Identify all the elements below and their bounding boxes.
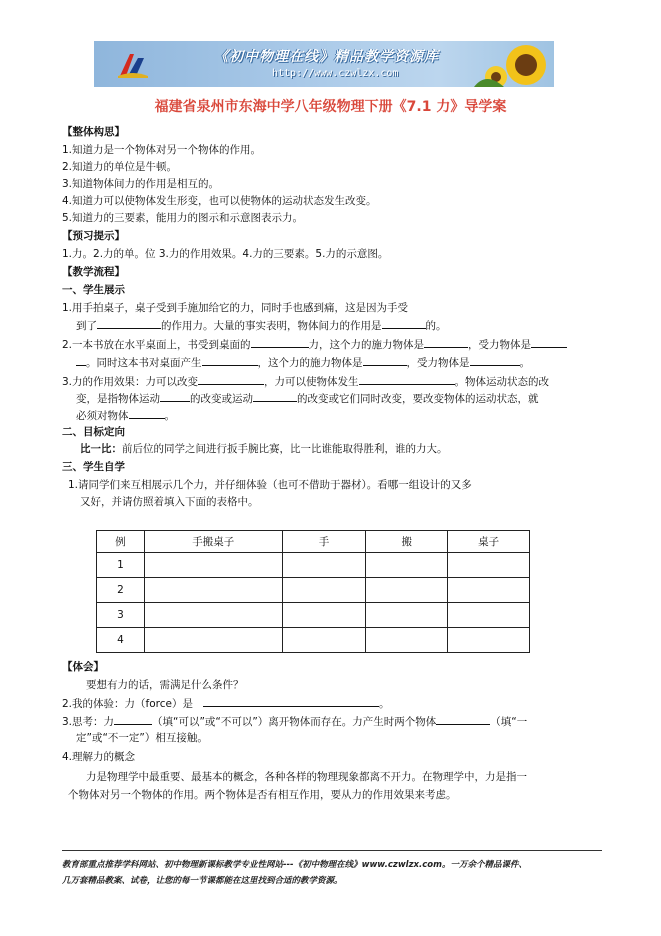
overall-item-3: 3.知道物体间力的作用是相互的。 <box>62 178 220 190</box>
section-heading-preview: 【预习提示】 <box>62 230 125 242</box>
part1-q3-text-d: 变，是指物体运动 <box>76 393 160 405</box>
table-cell[interactable] <box>144 603 282 628</box>
table-header-cell: 例 <box>97 531 145 553</box>
table-cell[interactable] <box>366 578 448 603</box>
part2-text <box>80 442 448 456</box>
feel-paragraph-line1: 力是物理学中最重要、最基本的概念，各种各样的物理现象都离不开力。在物理学中，力是指一 <box>86 771 527 783</box>
part1-q3-text-b: ，力可以使物体发生 <box>264 376 359 388</box>
table-row <box>97 578 530 603</box>
feel-q3-line2: 定”或“不一定”）相互接触。 <box>76 732 208 744</box>
q2-blank-1[interactable] <box>251 337 309 348</box>
overall-item-1: 1.知道力是一个物体对另一个物体的作用。 <box>62 144 262 156</box>
table-cell[interactable] <box>282 603 366 628</box>
q3-blank-3[interactable] <box>160 391 190 402</box>
table-cell[interactable] <box>282 628 366 653</box>
sunflower-icon <box>474 41 554 87</box>
feel-q2-text-a: 2.我的体验：力（force）是 <box>62 698 193 710</box>
table-header-cell: 手 <box>282 531 366 553</box>
section-heading-overall: 【整体构思】 <box>62 126 125 138</box>
table-cell[interactable] <box>448 578 530 603</box>
q3-blank-2[interactable] <box>359 374 455 385</box>
table-row <box>97 553 530 578</box>
part1-q3-text-g: 必须对物体 <box>76 410 129 422</box>
q1-blank-1[interactable] <box>97 318 161 329</box>
part1-heading: 一、学生展示 <box>62 284 125 296</box>
q2-blank-3[interactable] <box>531 337 567 348</box>
table-cell[interactable] <box>282 578 366 603</box>
feel-q2-blank[interactable] <box>203 696 379 707</box>
part1-q3-text-e: 的改变或运动 <box>190 393 253 405</box>
overall-item-2: 2.知道力的单位是牛顿。 <box>62 161 178 173</box>
footer-divider <box>62 850 602 851</box>
table-cell[interactable] <box>144 628 282 653</box>
table-row <box>97 628 530 653</box>
overall-item-4: 4.知道力可以使物体发生形变，也可以使物体的运动状态发生改变。 <box>62 195 377 207</box>
part1-q2-text-e: ，这个力的施力物体是 <box>257 357 363 369</box>
table-header-cell: 桌子 <box>448 531 530 553</box>
part1-q1-text-c: 的。 <box>425 320 447 332</box>
part1-q2-text-b: 力，这个力的施力物体是 <box>308 339 425 351</box>
part1-q1-text-a: 到了 <box>76 320 97 332</box>
part1-q3-line2 <box>76 391 539 406</box>
part3-line1: 1.请同学们来互相展示几个力，并仔细体验（也可不借助于器材）。看哪一组设计的又多 <box>68 479 472 491</box>
feel-q3-text-a: 3.思考：力 <box>62 716 115 728</box>
q2-blank-2[interactable] <box>424 337 468 348</box>
banner-title: 《初中物理在线》精品教学资源库 <box>214 49 439 65</box>
q2-blank-6[interactable] <box>470 355 520 366</box>
part1-q1-text-b: 的作用力。大量的事实表明，物体间力的作用是 <box>161 320 382 332</box>
feel-q2 <box>62 696 389 711</box>
part1-q2-line1 <box>62 337 567 352</box>
section-heading-feel: 【体会】 <box>62 661 104 673</box>
header-banner <box>94 41 554 87</box>
table-row-index: 4 <box>97 628 145 653</box>
table-cell[interactable] <box>366 553 448 578</box>
part1-q3-text-a: 3.力的作用效果：力可以改变 <box>62 376 199 388</box>
table-cell[interactable] <box>144 578 282 603</box>
part1-q1-line2 <box>76 318 447 333</box>
part1-q3-text-c: 。物体运动状态的改 <box>454 376 550 388</box>
table-cell[interactable] <box>448 628 530 653</box>
force-table <box>96 530 530 653</box>
part1-q3-text-h: 。 <box>164 410 175 422</box>
q3-blank-1[interactable] <box>198 374 264 385</box>
feel-q2-text-b: 。 <box>378 698 390 710</box>
feel-q1: 要想有力的话，需满足什么条件？ <box>86 679 244 691</box>
table-row-index: 3 <box>97 603 145 628</box>
q3-blank-4[interactable] <box>253 391 297 402</box>
q2-blank-5[interactable] <box>363 355 407 366</box>
part1-q3-text-f: 的改变或它们同时改变，要改变物体的运动状态，就 <box>297 393 539 405</box>
section-heading-flow: 【教学流程】 <box>62 266 125 278</box>
table-cell[interactable] <box>366 603 448 628</box>
preview-text: 1.力。2.力的单。位 3.力的作用效果。4.力的三要素。5.力的示意图。 <box>62 248 389 260</box>
table-header-cell: 手搬桌子 <box>144 531 282 553</box>
table-cell[interactable] <box>448 553 530 578</box>
q1-blank-2[interactable] <box>382 318 426 329</box>
footer-line-2: 几万套精品教案、试卷，让您的每一节课都能在这里找到合适的教学资源。 <box>62 876 343 886</box>
part1-q2-text-g: 。 <box>519 357 530 369</box>
table-cell[interactable] <box>366 628 448 653</box>
part1-q3-line3 <box>76 408 175 423</box>
feel-q3-blank-1[interactable] <box>114 714 152 725</box>
table-header-row <box>97 531 530 553</box>
overall-item-5: 5.知道力的三要素，能用力的图示和示意图表示力。 <box>62 212 304 224</box>
part1-q2-text-c: ，受力物体是 <box>468 339 532 351</box>
feel-q4: 4.理解力的概念 <box>62 751 136 763</box>
table-row-index: 1 <box>97 553 145 578</box>
part3-line2: 又好，并请仿照着填入下面的表格中。 <box>80 496 259 508</box>
part1-q2-line2 <box>76 355 530 370</box>
part1-q1-line1: 1.用手拍桌子，桌子受到手施加给它的力，同时手也感到痛，这是因为手受 <box>62 302 409 314</box>
table-header-cell: 搬 <box>366 531 448 553</box>
table-cell[interactable] <box>144 553 282 578</box>
part2-heading: 二、目标定向 <box>62 426 125 438</box>
site-logo-icon <box>116 50 150 80</box>
q3-blank-5[interactable] <box>129 408 165 419</box>
part1-q2-text-f: ，受力物体是 <box>406 357 470 369</box>
page-title: 福建省泉州市东海中学八年级物理下册《7.1 力》导学案 <box>154 99 507 115</box>
part3-heading: 三、学生自学 <box>62 461 125 473</box>
part1-q2-text-a: 2.一本书放在水平桌面上，书受到桌面的 <box>62 339 251 351</box>
part1-q3-line1 <box>62 374 549 389</box>
banner-url: http://www.czwlzx.com <box>272 68 399 79</box>
table-row <box>97 603 530 628</box>
part2-body: 前后位的同学之间进行扳手腕比赛，比一比谁能取得胜利，谁的力大。 <box>122 443 448 455</box>
feel-q3-blank-2[interactable] <box>436 714 490 725</box>
q2-blank-3b[interactable] <box>76 355 86 366</box>
part2-label: 比一比： <box>80 443 122 455</box>
q2-blank-4[interactable] <box>202 355 258 366</box>
footer-line-1: 教育部重点推荐学科网站、初中物理新课标教学专业性网站---《初中物理在线》www.czwlzx.com。一万余个精品课件、 <box>62 860 527 870</box>
table-cell[interactable] <box>448 603 530 628</box>
table-cell[interactable] <box>282 553 366 578</box>
part1-q2-text-d: 。同时这本书对桌面产生 <box>86 357 202 369</box>
table-row-index: 2 <box>97 578 145 603</box>
feel-paragraph-line2: 个物体对另一个物体的作用。两个物体是否有相互作用，要从力的作用效果来考虑。 <box>68 789 457 801</box>
feel-q3-text-c: （填“一 <box>490 716 528 728</box>
feel-q3-line1 <box>62 714 527 729</box>
feel-q3-text-b: （填“可以”或“不可以”）离开物体而存在。力产生时两个物体 <box>152 716 437 728</box>
